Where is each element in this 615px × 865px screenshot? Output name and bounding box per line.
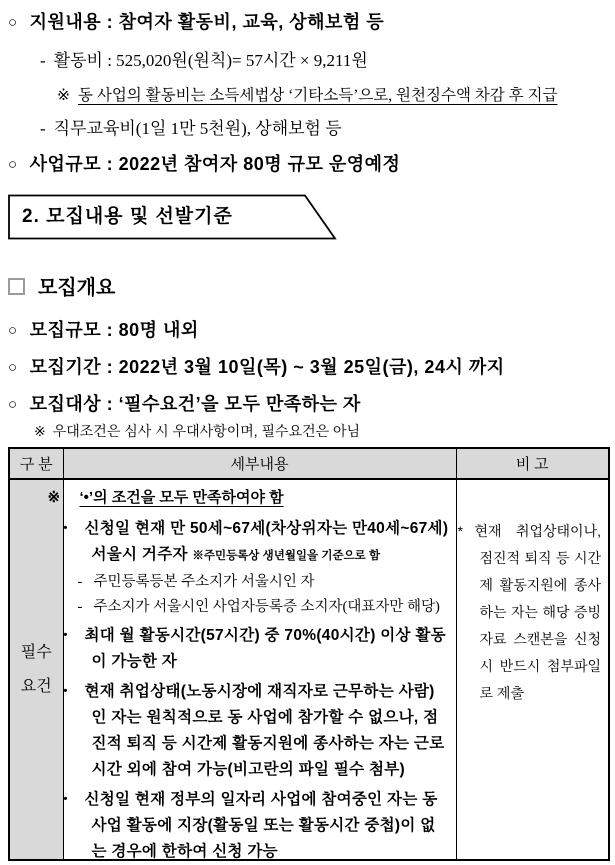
requirement-resident-registration-text: 주민등록등본 주소지가 서울시인 자 xyxy=(93,574,315,590)
reference-mark-icon: ※ xyxy=(34,423,46,439)
requirement-business-registration-text: 주소지가 서울시인 사업자등록증 소지자(대표자만 해당) xyxy=(93,599,440,615)
rule-line xyxy=(72,485,450,510)
requirement-resident-registration: - 주민등록등본 주소지가 서울시인 자 xyxy=(77,574,315,590)
category-cell xyxy=(9,479,63,860)
requirement-age-residence: • 신청일 현재 만 50세~67세(차상위자는 만40세~67세) 서울시 거주자 ※주민등록상 생년월일을 기준으로 함 xyxy=(63,520,449,563)
requirement-employment-status: • 현재 취업상태(노동시장에 재직자로 근무하는 사람)인 자는 원칙적으로 동 사업에 참가할 수 없으나, 점진적 퇴직 등 시간제 활동지원에 종사하는 자는 근로시간 외에 참여 가능(비고란의 파일 필수 첨부) xyxy=(63,683,445,778)
project-scale-text: 사업규모 : 2022년 참여자 80명 규모 운영예정 xyxy=(29,154,401,174)
requirement-activity-hours-text: 최대 월 활동시간(57시간) 중 70%(40시간) 이상 활동이 가능한 자 xyxy=(84,627,446,670)
recruit-period-text: 모집기간 : 2022년 3월 10일(목) ~ 3월 25일(금), 24시 까지 xyxy=(29,357,505,377)
recruit-target-line xyxy=(8,390,361,419)
requirement-business-registration: - 주소지가 서울시인 사업자등록증 소지자(대표자만 해당) xyxy=(77,599,440,615)
requirement-age-residence-text: 신청일 현재 만 50세~67세(차상위자는 만40세~67세) 서울시 거주자 xyxy=(84,520,449,563)
recruit-period-line xyxy=(8,353,505,382)
details-content xyxy=(63,485,450,860)
dash-bullet: - xyxy=(40,51,46,70)
circle-bullet-icon: ○ xyxy=(8,359,18,376)
circle-bullet-icon: ○ xyxy=(8,396,18,413)
preference-note-line xyxy=(34,421,360,441)
section-banner-title: 2. 모집내용 및 선발기준 xyxy=(22,206,233,227)
activity-fee-line xyxy=(40,48,368,74)
support-content-text: 지원내용 : 참여자 활동비, 교육, 상해보험 등 xyxy=(29,12,385,32)
circle-bullet-icon: ○ xyxy=(8,14,18,31)
requirement-age-small-note: ※주민등록상 생년월일을 기준으로 함 xyxy=(192,550,381,562)
requirements-table xyxy=(8,447,610,861)
table-body-row xyxy=(9,479,609,860)
education-fee-line xyxy=(40,116,342,142)
circle-bullet-icon: ○ xyxy=(8,156,18,173)
activity-fee-text: 활동비 : 525,020원(원칙)= 57시간 × 9,211원 xyxy=(53,51,368,70)
recruit-scale-line xyxy=(8,316,199,345)
preference-note-text: 우대조건은 심사 시 우대사항이며, 필수요건은 아님 xyxy=(52,423,361,439)
requirement-employment-status-text: 현재 취업상태(노동시장에 재직자로 근무하는 사람)인 자는 원칙적으로 동 사업에 참가할 수 없으나, 점진적 퇴직 등 시간제 활동지원에 종사하는 자는 근로시간 외에 참여 가능(비고란의 파일 필수 첨부) xyxy=(84,683,445,778)
remark-text-block: * 현재 취업상태이나, 점진적 퇴직 등 시간제 활동지원에 종사하는 자는 해당 증빙자료 스캔본을 신청 시 반드시 첨부파일로 제출 xyxy=(457,523,601,701)
header-category: 구 분 xyxy=(9,448,63,479)
overview-heading xyxy=(8,273,115,303)
category-label-line2: 요건 xyxy=(20,677,52,695)
reference-mark-icon: ※ xyxy=(57,87,70,104)
project-scale-line xyxy=(8,150,400,179)
rule-text: ‘•’의 조건을 모두 만족하여야 함 xyxy=(79,489,284,506)
requirement-government-job: • 신청일 현재 정부의 일자리 사업에 참여중인 자는 동 사업 활동에 지장(활동일 또는 활동시간 중첩)이 없는 경우에 한하여 신청 가능 xyxy=(63,791,438,860)
details-cell xyxy=(63,479,456,860)
requirement-government-job-text: 신청일 현재 정부의 일자리 사업에 참여중인 자는 동 사업 활동에 지장(활동일 또는 활동시간 중첩)이 없는 경우에 한하여 신청 가능 xyxy=(84,791,438,860)
remark-text: 현재 취업상태이나, 점진적 퇴직 등 시간제 활동지원에 종사하는 자는 해당 증빙자료 스캔본을 신청 시 반드시 첨부파일로 제출 xyxy=(474,523,601,701)
support-content-line xyxy=(8,8,384,37)
overview-heading-text: 모집개요 xyxy=(38,277,116,299)
square-box-icon xyxy=(8,278,25,295)
recruit-target-text: 모집대상 : ‘필수요건’을 모두 만족하는 자 xyxy=(29,394,361,414)
requirement-activity-hours: • 최대 월 활동시간(57시간) 중 70%(40시간) 이상 활동이 가능한 자 xyxy=(63,627,446,670)
section-banner xyxy=(8,194,338,240)
header-remarks: 비 고 xyxy=(456,448,609,479)
header-details: 세부내용 xyxy=(63,448,456,479)
education-fee-text: 직무교육비(1일 1만 5천원), 상해보험 등 xyxy=(53,119,342,138)
category-label-line1: 필수 xyxy=(20,643,52,661)
tax-note-text: 동 사업의 활동비는 소득세법상 ‘기타소득’으로, 원천징수액 차감 후 지급 xyxy=(78,87,558,104)
circle-bullet-icon: ○ xyxy=(8,322,18,339)
dash-bullet: - xyxy=(40,119,46,138)
tax-note-line xyxy=(57,84,557,108)
table-header-row xyxy=(9,448,609,479)
remarks-cell xyxy=(456,479,609,860)
recruit-scale-text: 모집규모 : 80명 내외 xyxy=(29,320,199,340)
